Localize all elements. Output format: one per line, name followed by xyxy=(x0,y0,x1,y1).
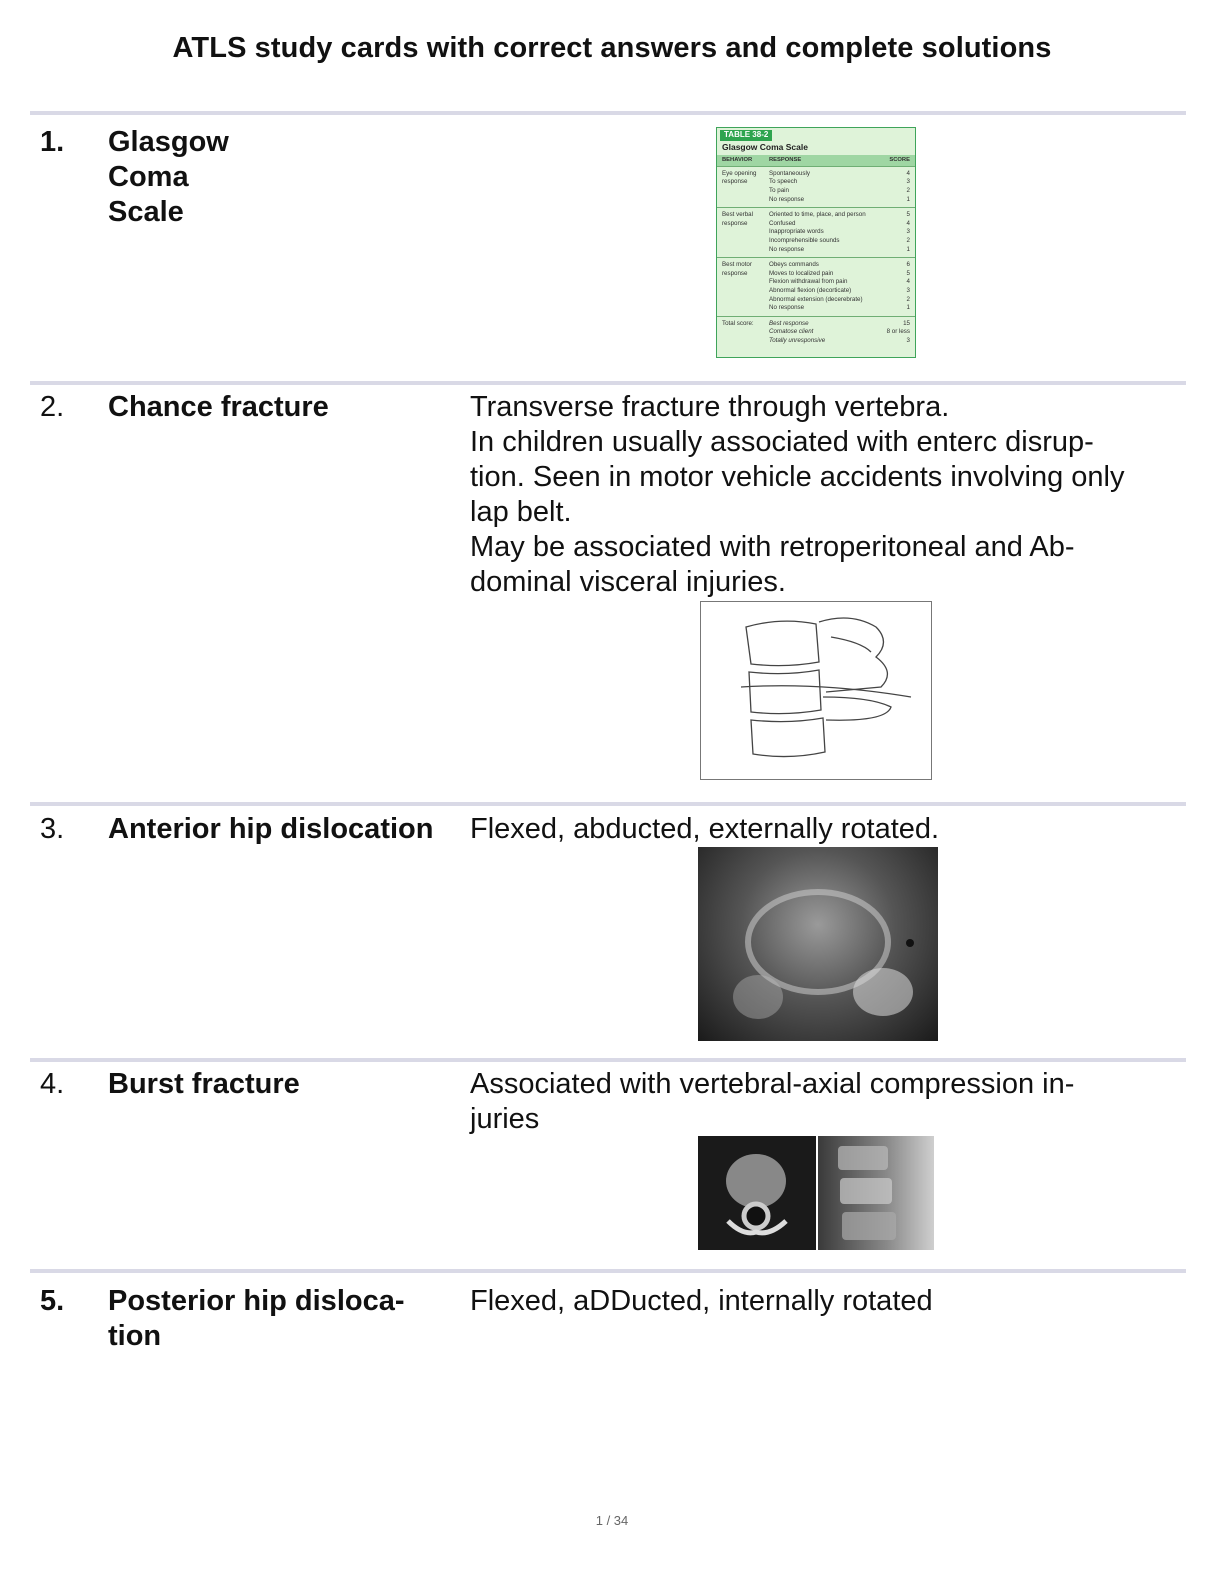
table-caption: Glasgow Coma Scale xyxy=(722,141,808,152)
burst-fracture-lateral-xray xyxy=(818,1136,934,1250)
card-answer: Associated with vertebral-axial compression in- juries xyxy=(470,1068,1075,1135)
table-group-eye: Eye opening response Spontaneously 4 To speech 3 To pain 2 No response 1 xyxy=(717,166,915,207)
card-divider xyxy=(30,802,1186,806)
card-term: Posterior hip disloca- tion xyxy=(108,1285,405,1352)
table-header: BEHAVIOR RESPONSE SCORE xyxy=(717,155,915,166)
document-title: ATLS study cards with correct answers and complete solutions xyxy=(172,32,1052,64)
card-answer: Transverse fracture through vertebra. In children usually associated with enterc disrup- tion. Seen in motor vehicle accidents involving only lap belt. May be associated with retroperitoneal and Ab- dominal visceral injuries. xyxy=(470,391,1125,598)
card-term: Burst fracture xyxy=(108,1068,300,1100)
card-divider xyxy=(30,111,1186,115)
card-number: 3. xyxy=(40,813,65,845)
pelvis-xray-icon xyxy=(698,847,938,1041)
table-tag: TABLE 38-2 xyxy=(720,130,772,141)
chance-fracture-illustration xyxy=(700,601,932,780)
table-group-total: Total score: Best response 15 Comatose client 8 or less Totally unresponsive 3 xyxy=(717,316,915,349)
card-number: 4. xyxy=(40,1068,65,1100)
card-term: Anterior hip dislocation xyxy=(108,813,434,845)
card-divider xyxy=(30,1269,1186,1273)
spine-xray-icon xyxy=(818,1136,934,1250)
page-number: 1 / 34 xyxy=(595,1513,629,1528)
vertebra-ct-icon xyxy=(698,1136,816,1250)
burst-fracture-ct xyxy=(698,1136,816,1250)
card-divider xyxy=(30,381,1186,385)
card-number: 2. xyxy=(40,391,65,423)
card-term: Chance fracture xyxy=(108,391,329,423)
card-number: 1. xyxy=(40,126,65,158)
table-group-motor: Best motor response Obeys commands 6 Moves to localized pain 5 Flexion withdrawal from pain 4 Abnormal flexion (decorticate) 3 Abnormal extension (decerebrate) 2 No response 1 xyxy=(717,257,915,316)
card-answer: Flexed, aDDucted, internally rotated xyxy=(470,1285,933,1317)
glasgow-coma-scale-table xyxy=(716,127,916,358)
table-group-verbal: Best verbal response Oriented to time, place, and person 5 Confused 4 Inappropriate words 3 Incomprehensible sounds 2 No response 1 xyxy=(717,207,915,257)
card-term xyxy=(108,125,229,230)
anterior-hip-xray xyxy=(698,847,938,1041)
term-line: Coma xyxy=(108,161,189,193)
vertebra-sketch-icon xyxy=(701,602,931,779)
card-divider xyxy=(30,1058,1186,1062)
term-line: Glasgow xyxy=(108,126,229,158)
term-line: Scale xyxy=(108,196,184,228)
card-number: 5. xyxy=(40,1285,65,1317)
card-answer: Flexed, abducted, externally rotated. xyxy=(470,813,940,845)
